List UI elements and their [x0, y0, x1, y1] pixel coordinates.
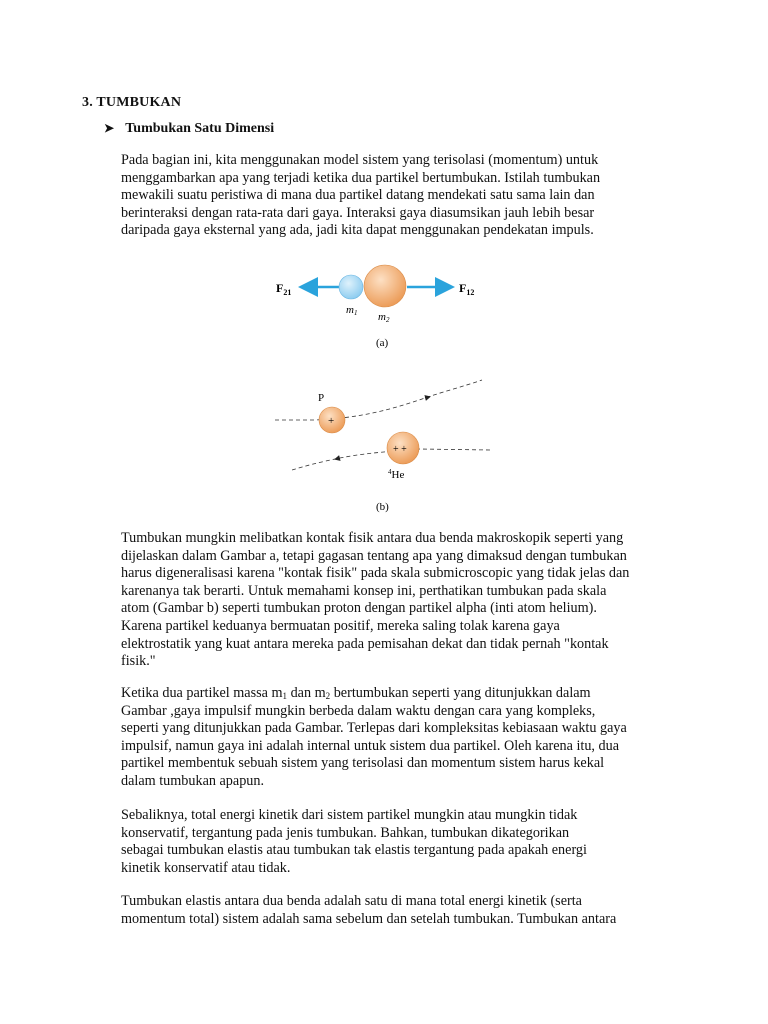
text-line: konservatif, tergantung pada jenis tumbukan. Bahkan, tumbukan dikategorikan	[121, 824, 570, 841]
figure-b-caption: (b)	[376, 501, 389, 513]
force-f21-label: $F_{21}$	[276, 281, 292, 297]
figure-a-caption: (a)	[376, 337, 389, 349]
paragraph-intro	[121, 152, 696, 240]
subsection-title: Tumbukan Satu Dimensi	[125, 121, 275, 136]
text-line: seperti yang ditunjukkan pada Gambar. Terlepas dari kompleksitas kebiasaan waktu gaya	[121, 720, 627, 737]
collision-diagram	[260, 258, 510, 518]
proton-charge: +	[328, 415, 335, 427]
text-line: elektrostatik yang kuat antara mereka pada pemisahan dekat dan tidak pernah "kontak	[121, 635, 609, 652]
alpha-label: $^4$He	[388, 468, 405, 481]
mass-m1-label: m1	[346, 304, 358, 317]
paragraph-elastic	[121, 893, 696, 928]
text-line: impulsif, namun gaya ini adalah internal untuk sistem dua partikel. Oleh karena itu, dua	[121, 737, 620, 754]
subsection-heading	[104, 121, 274, 137]
text-line: fisik."	[121, 653, 156, 670]
proton-trajectory	[275, 380, 482, 420]
alpha-charge: + +	[393, 444, 407, 455]
force-f12-label: $F_{12}$	[459, 281, 475, 297]
text-line: Pada bagian ini, kita menggunakan model sistem yang terisolasi (momentum) untuk	[121, 152, 599, 168]
text-line: mewakili suatu peristiwa di mana dua partikel datang mendekati satu sama lain dan	[121, 187, 595, 204]
text-line: sebagai tumbukan elastis atau tumbukan tak elastis tergantung pada apakah energi	[121, 842, 587, 859]
mass-m1-sphere	[339, 275, 363, 299]
text-line: Karena partikel keduanya bermuatan positif, mereka saling tolak karena gaya	[121, 617, 560, 634]
text-line: Sebaliknya, total energi kinetik dari sistem partikel mungkin atau mungkin tidak	[121, 807, 578, 823]
mass-m2-sphere	[364, 265, 406, 307]
text-line: Tumbukan mungkin melibatkan kontak fisik antara dua benda makroskopik seperti yang	[121, 530, 624, 546]
proton-direction-arrow	[425, 397, 429, 398]
paragraph-contact	[121, 530, 696, 671]
text-line: Ketika dua partikel massa $m_1$ dan $m_2$ bertumbukan seperti yang ditunjukkan dalam	[121, 685, 591, 701]
text-line: daripada gaya eksternal yang ada, jadi kita dapat menggunakan pendekatan impuls.	[121, 222, 594, 239]
alpha-direction-arrow	[336, 458, 340, 459]
text-line: Tumbukan elastis antara dua benda adalah satu di mana total energi kinetik (serta	[121, 893, 582, 909]
collision-figure	[260, 258, 510, 518]
section-heading: 3. TUMBUKAN	[82, 95, 182, 110]
text-line: berinteraksi dengan rata-rata dari gaya. Interaksi gaya diasumsikan jauh lebih besar	[121, 204, 595, 221]
text-line: momentum total) sistem adalah sama sebelum dan setelah tumbukan. Tumbukan antara	[121, 910, 617, 927]
paragraph-kinetic-energy	[121, 807, 696, 877]
text-line: dalam tumbukan apapun.	[121, 772, 265, 789]
text-line: Gambar ,gaya impulsif mungkin berbeda dalam waktu dengan cara yang kompleks,	[121, 702, 596, 719]
proton-label: P	[318, 392, 325, 404]
paragraph-masses	[121, 685, 696, 791]
text-line: dijelaskan dalam Gambar a, tetapi gagasan tentang apa yang dimaksud dengan tumbukan	[121, 547, 627, 564]
text-line: karenanya tak berarti. Untuk memahami konsep ini, perthatikan tumbukan pada skala	[121, 582, 607, 599]
text-line: partikel membentuk sebuah sistem yang terisolasi dan momentum sistem harus kekal	[121, 755, 605, 772]
text-line: menggambarkan apa yang terjadi ketika dua partikel bertumbukan. Istilah tumbukan	[121, 169, 601, 186]
text-line: harus digeneralisasi karena "kontak fisik" pada skala submicroscopic yang tidak jelas dan	[121, 565, 630, 582]
mass-m2-label: m2	[378, 311, 390, 324]
text-line: kinetik konservatif atau tidak.	[121, 859, 291, 876]
text-line: atom (Gambar b) seperti tumbukan proton dengan partikel alpha (inti atom helium).	[121, 600, 597, 617]
arrowhead-bullet-icon: ➤	[104, 121, 115, 135]
